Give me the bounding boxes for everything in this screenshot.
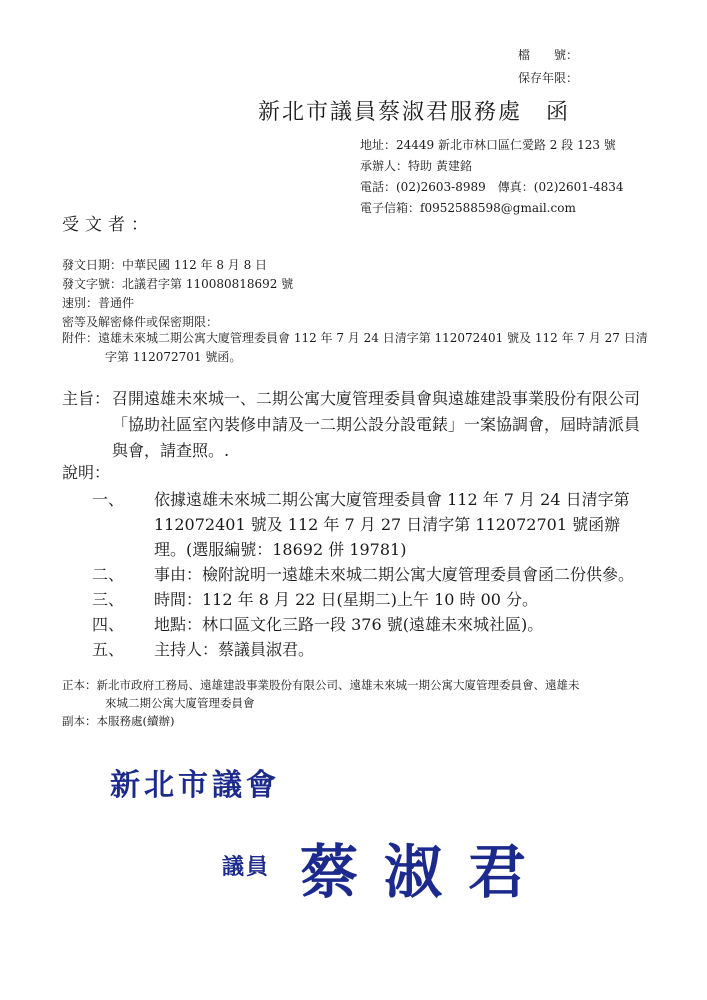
speed-class: 速別：普通件 <box>62 296 135 310</box>
seal-councilor-name: 蔡淑君 <box>300 838 553 906</box>
attachment-line-2: 字第 112072701 號函。 <box>105 350 242 364</box>
explanation-item-4 <box>92 612 652 637</box>
explanation-item-2 <box>92 562 652 587</box>
item-number: 二、 <box>92 565 125 584</box>
document-title: 新北市議員蔡淑君服務處 函 <box>258 100 571 125</box>
item-number: 三、 <box>92 590 125 609</box>
doc-number: 發文字號：北議君字第 110080818692 號 <box>62 277 294 291</box>
item-text: 依據遠雄未來城二期公寓大廈管理委員會 112 年 7 月 24 日清字第 112072401 號及 112 年 7 月 27 日清字第 112072701 號函辦理。(選服編號：18692 併 19781) <box>154 490 630 559</box>
subject-block <box>62 386 652 464</box>
seal-council-name: 新北市議會 <box>110 768 280 803</box>
seal-role: 議員 <box>222 854 271 880</box>
copy-recipients: 副本：本服務處(續辦) <box>62 714 175 728</box>
item-text: 地點：林口區文化三路一段 376 號(遠雄未來城社區)。 <box>154 615 544 634</box>
main-recipients-line-1: 正本：新北市政府工務局、遠雄建設事業股份有限公司、遠雄未來城一期公寓大廈管理委員會、遠雄未 <box>62 678 580 692</box>
item-text: 主持人：蔡議員淑君。 <box>154 640 315 659</box>
file-info <box>518 44 578 90</box>
distribution-block <box>62 676 672 730</box>
attachment-block <box>62 329 662 367</box>
item-text: 事由：檢附說明一遠雄未來城二期公寓大廈管理委員會函二份供參。 <box>154 565 635 584</box>
meta-block <box>62 256 293 332</box>
issue-date: 發文日期：中華民國 112 年 8 月 8 日 <box>62 258 268 272</box>
item-number: 五、 <box>92 640 125 659</box>
item-text: 時間：112 年 8 月 22 日(星期二)上午 10 時 00 分。 <box>154 590 539 609</box>
explanation-item-3 <box>92 587 652 612</box>
contact-email: 電子信箱：f0952588598@gmail.com <box>360 201 576 215</box>
contact-address: 地址：24449 新北市林口區仁愛路 2 段 123 號 <box>360 138 616 152</box>
item-number: 一、 <box>92 490 125 509</box>
explanation-item-1 <box>92 487 652 562</box>
retention-label: 保存年限： <box>518 71 579 85</box>
recipient-label: 受文者： <box>62 215 154 235</box>
contact-handler: 承辦人：特助 黃建銘 <box>360 159 472 173</box>
subject-label: 主旨： <box>62 389 111 408</box>
contact-block <box>360 135 624 219</box>
attachment-line-1: 附件：遠雄未來城二期公寓大廈管理委員會 112 年 7 月 24 日清字第 112072401 號及 112 年 7 月 27 日清 <box>62 331 648 345</box>
contact-phone: 電話：(02)2603-8989 傳真：(02)2601-4834 <box>360 180 624 194</box>
item-number: 四、 <box>92 615 125 634</box>
secrecy-class: 密等及解密條件或保密期限： <box>62 315 219 329</box>
explanation-item-5 <box>92 637 652 662</box>
file-no-label: 檔 號： <box>518 48 579 62</box>
subject-text: 召開遠雄未來城一、二期公寓大廈管理委員會與遠雄建設事業股份有限公司「協助社區室內裝修申請及一二期公設分設電錶」一案協調會，屆時請派員與會，請查照。. <box>112 389 641 460</box>
explanation-label: 說明： <box>62 463 111 482</box>
main-recipients-line-2: 來城二期公寓大廈管理委員會 <box>105 696 255 710</box>
